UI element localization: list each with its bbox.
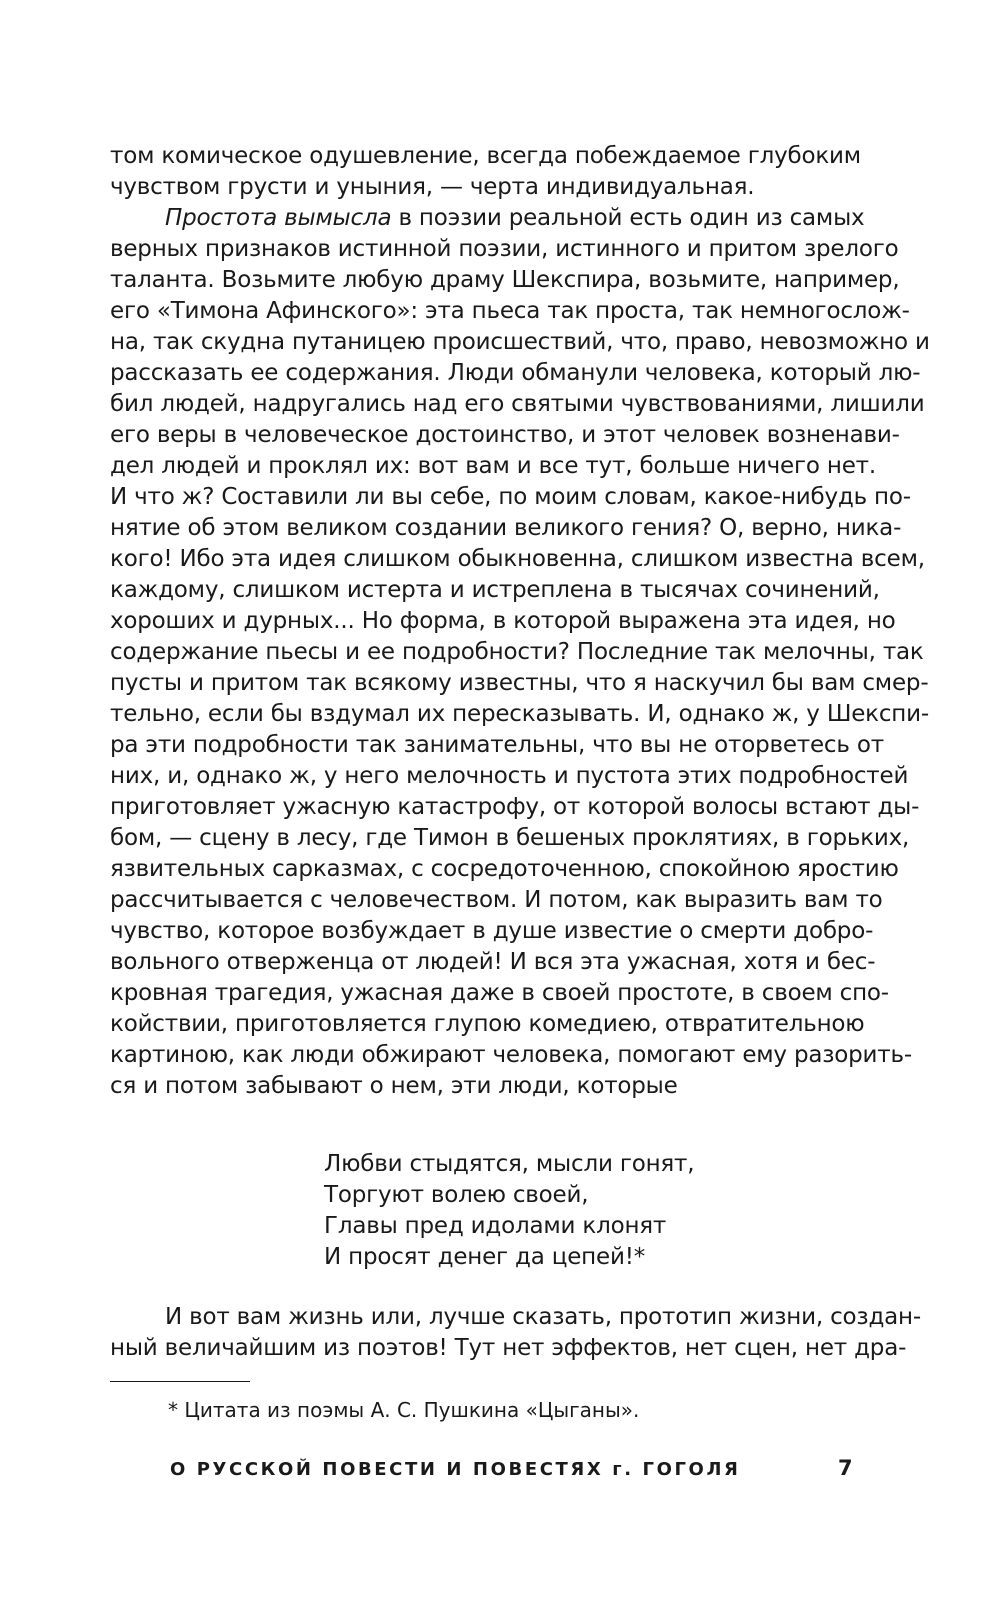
text-line: таланта. Возьмите любую драму Шекспира, возьмите, например, xyxy=(110,267,900,293)
verse-line: И просят денег да цепей!* xyxy=(324,1244,646,1270)
text-line: каждому, слишком истерта и истреплена в тысячах сочинений, xyxy=(110,577,880,603)
paragraph-first-line xyxy=(110,203,865,234)
text-line: вольного отверженца от людей! И вся эта ужасная, хотя и бес- xyxy=(110,949,876,975)
text-line: его веры в человеческое достоинство, и этот человек возненави- xyxy=(110,422,900,448)
footnote: * Цитата из поэмы А. С. Пушкина «Цыганы». xyxy=(168,1398,640,1422)
text-line: его «Тимона Афинского»: эта пьеса так проста, так немногослож- xyxy=(110,298,910,324)
text-line: бил людей, надругались над его святыми чувствованиями, лишили xyxy=(110,391,925,417)
text-line: ся и потом забывают о нем, эти люди, которые xyxy=(110,1073,678,1099)
verse-quote xyxy=(324,1149,694,1273)
text-line: верных признаков истинной поэзии, истинного и притом зрелого xyxy=(110,236,899,262)
verse-line: Любви стыдятся, мысли гонят, xyxy=(324,1151,695,1177)
verse-line: Торгуют волею своей, xyxy=(324,1182,589,1208)
text-line: рассчитывается с человечеством. И потом, как выразить вам то xyxy=(110,887,883,913)
text-line: язвительных сарказмах, с сосредоточенною, спокойною яростию xyxy=(110,856,899,882)
text-line: кровная трагедия, ужасная даже в своей простоте, в своем спо- xyxy=(110,980,889,1006)
italic-phrase: Простота вымысла xyxy=(165,205,392,231)
text-line: бом, — сцену в лесу, где Тимон в бешеных проклятиях, в горьких, xyxy=(110,825,910,851)
running-title: О РУССКОЙ ПОВЕСТИ И ПОВЕСТЯХ г. ГОГОЛЯ xyxy=(170,1459,741,1480)
text-line: нятие об этом великом создании великого гения? О, верно, ника- xyxy=(110,515,902,541)
text-line: кого! Ибо эта идея слишком обыкновенна, слишком известна всем, xyxy=(110,546,925,572)
text-line: ра эти подробности так занимательны, что вы не оторветесь от xyxy=(110,732,884,758)
text-line: чувство, которое возбуждает в душе известие о смерти добро- xyxy=(110,918,874,944)
text-line: приготовляет ужасную катастрофу, от которой волосы встают ды- xyxy=(110,794,920,820)
text-line: картиною, как люди обжирают человека, помогают ему разорить- xyxy=(110,1042,912,1068)
text-line: койствии, приготовляется глупою комедиею, отвратительною xyxy=(110,1011,865,1037)
text-line: том комическое одушевление, всегда побеждаемое глубоким xyxy=(110,143,861,169)
text-line: дел людей и проклял их: вот вам и все тут, больше ничего нет. xyxy=(110,453,876,479)
text-line: рассказать ее содержания. Люди обманули человека, который лю- xyxy=(110,360,921,386)
text-line: содержание пьесы и ее подробности? Последние так мелочны, так xyxy=(110,639,924,665)
footnote-divider xyxy=(110,1381,250,1382)
text-line: них, и, однако ж, у него мелочность и пустота этих подробностей xyxy=(110,763,909,789)
main-text-block xyxy=(110,141,930,1102)
text-line: тельно, если бы вздумал их пересказывать. И, однако ж, у Шекспи- xyxy=(110,701,929,727)
closing-text-block xyxy=(110,1302,921,1364)
page-number: 7 xyxy=(838,1456,853,1480)
text-line: И что ж? Составили ли вы себе, по моим словам, какое-нибудь по- xyxy=(110,484,911,510)
verse-line: Главы пред идолами клонят xyxy=(324,1213,667,1239)
text-line: чувством грусти и уныния, — черта индивидуальная. xyxy=(110,174,755,200)
text-line: на, так скудна путаницею происшествий, что, право, невозможно и xyxy=(110,329,930,355)
text-line: ный величайшим из поэтов! Тут нет эффектов, нет сцен, нет дра- xyxy=(110,1335,907,1361)
paragraph-first-line: И вот вам жизнь или, лучше сказать, прототип жизни, создан- xyxy=(165,1304,921,1330)
text-segment: в поэзии реальной есть один из самых xyxy=(391,205,865,231)
text-line: хороших и дурных... Но форма, в которой выражена эта идея, но xyxy=(110,608,896,634)
text-line: пусты и притом так всякому известны, что я наскучил бы вам смер- xyxy=(110,670,929,696)
